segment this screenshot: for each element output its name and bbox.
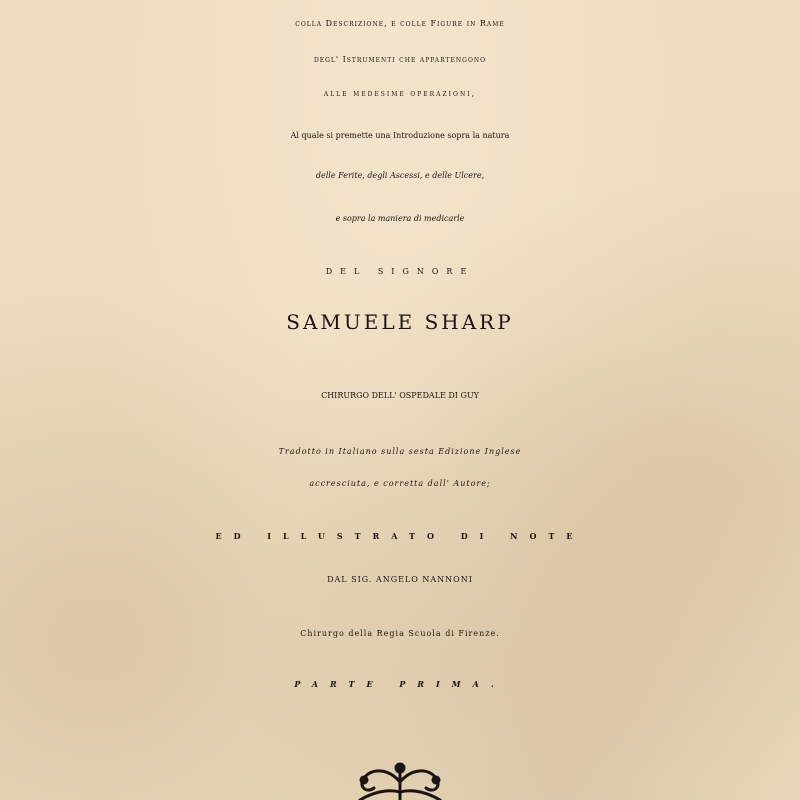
medication-line: e sopra la maniera di medicarle — [335, 214, 465, 223]
floral-ornament-icon — [330, 758, 470, 800]
description-line: colla Descrizione, e colle Figure in Rame — [295, 19, 505, 28]
translator-role: Chirurgo della Regia Scuola di Firenze. — [300, 629, 500, 638]
translation-line: Tradotto in Italiano sulla sesta Edizione Inglese — [278, 447, 522, 456]
edition-line: accresciuta, e corretta dall' Autore; — [309, 479, 491, 488]
operations-line: alle medesime operazioni, — [323, 89, 477, 98]
introduction-line: Al quale si premette una Introduzione sopra la natura — [290, 131, 510, 140]
illustrated-line: ED ILLUSTRATO DI NOTE — [215, 531, 585, 541]
author-role: CHIRURGO DELL' OSPEDALE DI GUY — [321, 391, 479, 400]
instruments-line: degl' Istrumenti che appartengono — [313, 55, 487, 64]
wounds-line: delle Ferite, degli Ascessi, e delle Ulcere, — [315, 171, 485, 180]
translator-name: DAL SIG. ANGELO NANNONI — [327, 575, 473, 584]
part-title: PARTE PRIMA. — [294, 679, 506, 689]
del-signore-line: DEL SIGNORE — [325, 267, 475, 276]
author-name: SAMUELE SHARP — [286, 310, 514, 334]
